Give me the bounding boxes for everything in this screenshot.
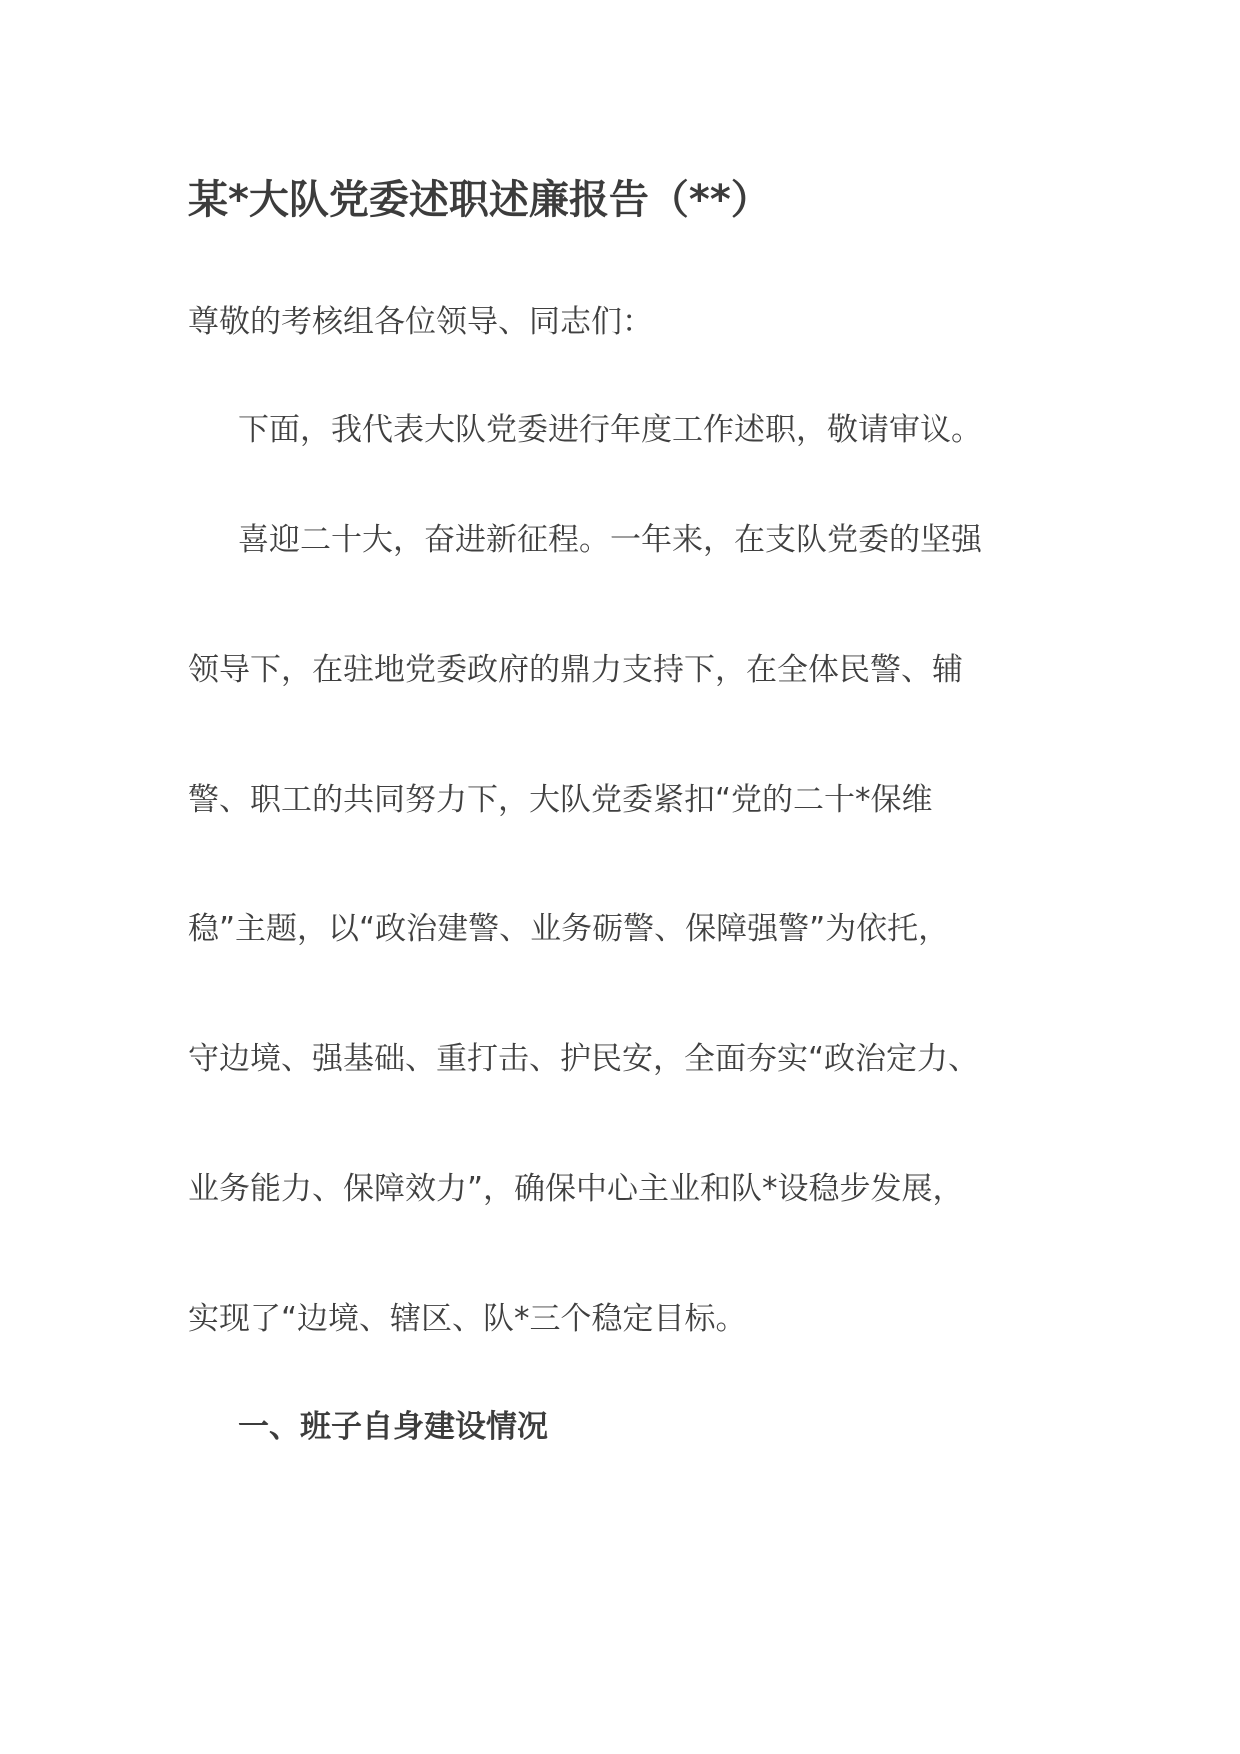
paragraph-line-6: 业务能力、保障效力”，确保中心主业和队*设稳步发展， xyxy=(188,1171,964,1207)
intro-paragraph: 下面，我代表大队党委进行年度工作述职，敬请审议。 xyxy=(238,412,982,448)
document-title: 某*大队党委述职述廉报告（**） xyxy=(188,177,771,223)
paragraph-line-4: 稳”主题，以“政治建警、业务砺警、保障强警”为依托， xyxy=(188,911,950,947)
paragraph-line-2: 领导下，在驻地党委政府的鼎力支持下，在全体民警、辅 xyxy=(188,652,963,688)
paragraph-line-7: 实现了“边境、辖区、队*三个稳定目标。 xyxy=(188,1301,747,1337)
paragraph-line-1: 喜迎二十大，奋进新征程。一年来，在支队党委的坚强 xyxy=(238,522,982,558)
salutation: 尊敬的考核组各位领导、同志们： xyxy=(188,304,653,340)
paragraph-line-5: 守边境、强基础、重打击、护民安，全面夯实“政治定力、 xyxy=(188,1041,980,1077)
paragraph-line-3: 警、职工的共同努力下，大队党委紧扣“党的二十*保维 xyxy=(188,782,933,818)
section-heading: 一、班子自身建设情况 xyxy=(238,1409,548,1445)
